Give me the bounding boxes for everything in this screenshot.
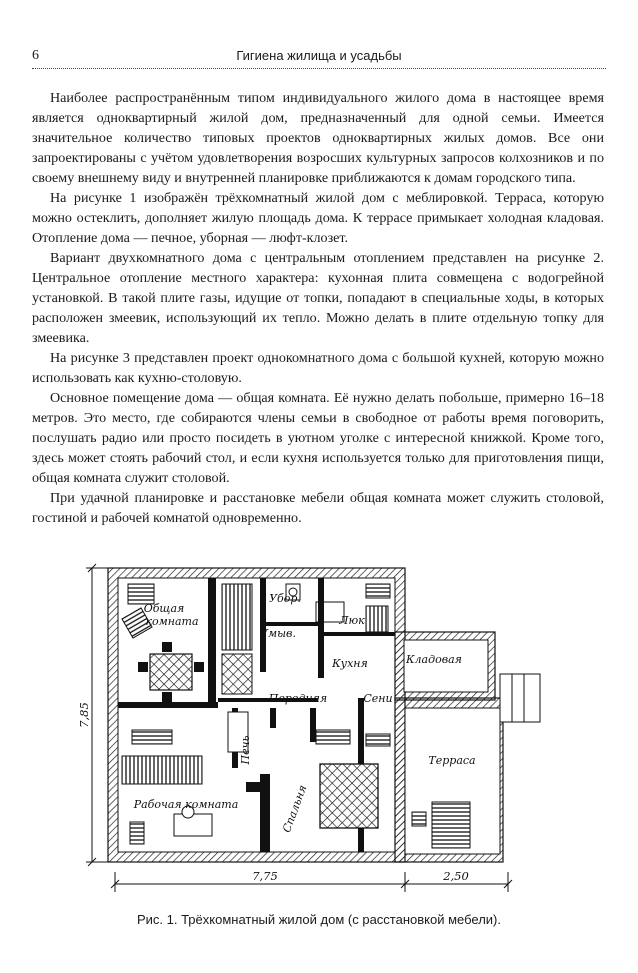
label-washroom: Умыв.	[260, 627, 296, 640]
label-terrace: Терраса	[428, 754, 476, 767]
label-kitchen: Кухня	[332, 657, 368, 670]
page-header	[32, 46, 606, 68]
paragraph: При удачной планировке и расстановке мебели общая комната может служить столовой, гостиной и рабочей комнатой одновременно.	[32, 490, 604, 526]
width-main-label: 7,75	[252, 869, 278, 883]
label-workroom: Рабочая комната	[133, 798, 239, 811]
paragraph: Наиболее распространённым типом индивидуального жилого дома в настоящее время является одноквартирный жилой дом, предназначенный для одной семьи. Имеется значительное количество типовых проектов одноквартирных жилых домов. Все они запроектированы с учётом удовлетворения возросших культурных запросов колхозников и по своему внешнему виду и внутренней планировке приближаются к домам городского типа.	[32, 90, 604, 186]
paragraph: Вариант двухкомнатного дома с центральным отоплением представлен на рисунке 2. Центральное отопление местного характера: кухонная плита совмещена с водогрейной установкой. В такой плите газы, идущие от топки, попадают в специальные ходы, в которых расположен змеевик, использующий их тепло. Можно делать в плите отдельную топку для змеевика.	[32, 250, 604, 346]
label-hall: Передняя	[268, 692, 328, 705]
page-number: 6	[32, 48, 39, 63]
height-dimension-label: 7,85	[77, 702, 91, 728]
body-text	[32, 88, 604, 528]
figure-caption: Рис. 1. Трёхкомнатный жилой дом (с расстановкой мебели).	[136, 912, 501, 927]
height-dimension	[77, 564, 108, 866]
header-rule	[32, 68, 606, 69]
label-common-room-2: комната	[145, 615, 199, 628]
label-stove: Печь	[239, 735, 252, 765]
paragraph: Основное помещение дома — общая комната. Её нужно делать побольше, примерно 16–18 метров. Это место, где собираются члены семьи в свободное от работы время поговорить, послушать радио или просто посидеть в уютном уголке с интересной книжкой. Кроме того, здесь может стоять рабочий стол, и если кухня используется только для приготовления пищи, общая комната служит столовой.	[32, 390, 604, 486]
width-dimension	[111, 869, 512, 892]
paragraph: На рисунке 3 представлен проект однокомнатного дома с большой кухней, которую можно использовать как кухню-столовую.	[32, 350, 604, 386]
width-terrace-label: 2,50	[443, 869, 469, 883]
floor-plan-figure	[60, 550, 580, 905]
label-common-room-1: Общая	[143, 602, 185, 615]
label-porch: Сени	[363, 692, 393, 705]
floor-plan-drawing	[60, 550, 580, 905]
label-bedroom: Спальня	[280, 783, 310, 835]
label-hatch: Люк	[339, 614, 365, 627]
paragraph: На рисунке 1 изображён трёхкомнатный жилой дом с меблировкой. Терраса, которую можно остеклить, дополняет жилую площадь дома. К террасе примыкает холодная кладовая. Отопление дома — печное, уборная — люфт-клозет.	[32, 190, 604, 246]
running-head: Гигиена жилища и усадьбы	[236, 48, 402, 63]
label-pantry: Кладовая	[406, 653, 462, 666]
label-toilet: Убор.	[269, 592, 301, 605]
